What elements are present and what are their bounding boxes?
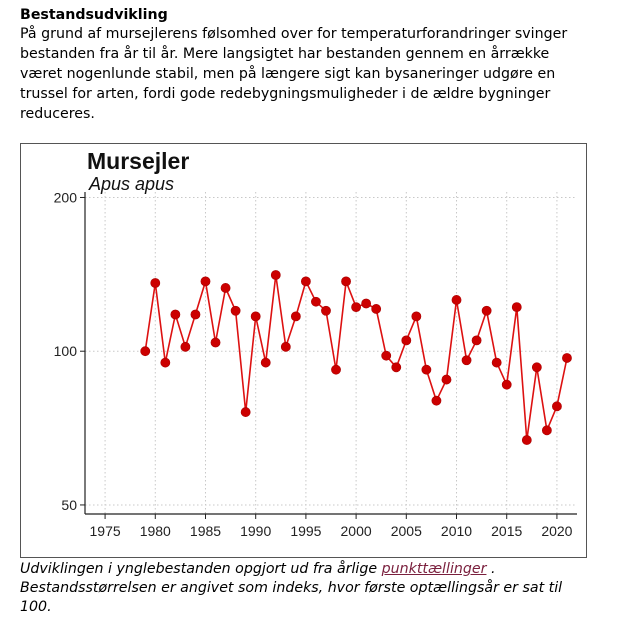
data-point (291, 312, 300, 321)
data-point (552, 402, 561, 411)
x-tick-label: 1985 (189, 523, 222, 539)
data-point (372, 304, 381, 313)
x-tick-label: 2005 (390, 523, 422, 539)
data-point (382, 351, 391, 360)
data-point (201, 277, 210, 286)
population-chart (21, 144, 586, 557)
data-point (352, 303, 361, 312)
data-point (241, 407, 250, 416)
data-point (171, 310, 180, 319)
section-heading: Bestandsudvikling (20, 7, 168, 23)
data-point (472, 336, 481, 345)
chart-caption (20, 560, 620, 617)
data-point (462, 356, 471, 365)
caption-line-3: 100. (20, 599, 52, 615)
x-tick-label: 2015 (491, 523, 523, 539)
chart-frame (20, 143, 587, 558)
intro-line-2: bestanden fra år til år. Mere langsigtet har bestanden gennem en årrække (20, 46, 550, 62)
data-point (191, 310, 200, 319)
data-point (211, 338, 220, 347)
intro-line-1: På grund af mursejlerens følsomhed over for temperaturforandringer svinger (20, 26, 568, 42)
data-point (301, 277, 310, 286)
x-tick-label: 1995 (290, 523, 322, 539)
intro-section (20, 6, 620, 124)
data-point (492, 358, 501, 367)
y-tick-label: 200 (53, 189, 77, 206)
data-point (542, 426, 551, 435)
data-point (362, 299, 371, 308)
data-point (482, 306, 491, 315)
x-tick-label: 1975 (89, 523, 121, 539)
data-point (141, 347, 150, 356)
intro-line-3: været nogenlunde stabil, men på længere sigt kan bysaneringer udgøre en (20, 66, 556, 82)
data-point (432, 396, 441, 405)
data-point (512, 303, 521, 312)
caption-line-1 (20, 560, 620, 579)
data-point (181, 342, 190, 351)
data-point (422, 365, 431, 374)
data-point (402, 336, 411, 345)
data-point (502, 380, 511, 389)
data-point (251, 312, 260, 321)
grid-lines (85, 192, 577, 514)
caption-text-end: . (486, 561, 496, 577)
data-point (392, 363, 401, 372)
data-point (261, 358, 270, 367)
data-point (522, 435, 531, 444)
data-point (562, 353, 571, 362)
data-point (281, 342, 290, 351)
y-tick-label: 100 (53, 343, 77, 360)
data-point (151, 278, 160, 287)
punkttaellinger-link[interactable]: punkttællinger (381, 561, 487, 577)
data-point (412, 312, 421, 321)
chart-subtitle: Apus apus (89, 174, 175, 194)
x-tick-label: 1990 (240, 523, 272, 539)
data-point (161, 358, 170, 367)
axes (80, 192, 577, 519)
caption-line-2: Bestandsstørrelsen er angivet som indeks, hvor første optællingsår er sat til (20, 580, 563, 596)
data-point (452, 295, 461, 304)
x-tick-label: 2000 (340, 523, 372, 539)
data-point (442, 375, 451, 384)
chart-title: Mursejler (87, 148, 190, 174)
y-tick-label: 50 (61, 496, 77, 513)
caption-text: Udviklingen i ynglebestanden opgjort ud fra årlige (20, 561, 382, 577)
x-tick-label: 2020 (541, 523, 573, 539)
data-point (231, 306, 240, 315)
data-point (532, 363, 541, 372)
data-point (221, 283, 230, 292)
data-point (311, 297, 320, 306)
x-tick-label: 1980 (139, 523, 171, 539)
x-tick-label: 2010 (440, 523, 473, 539)
data-point (341, 277, 350, 286)
intro-line-4: trussel for arten, fordi gode redebygningsmuligheder i de ældre bygninger (20, 86, 551, 102)
data-point (271, 270, 280, 279)
intro-line-5: reduceres. (20, 106, 95, 122)
data-point (331, 365, 340, 374)
data-point (321, 306, 330, 315)
